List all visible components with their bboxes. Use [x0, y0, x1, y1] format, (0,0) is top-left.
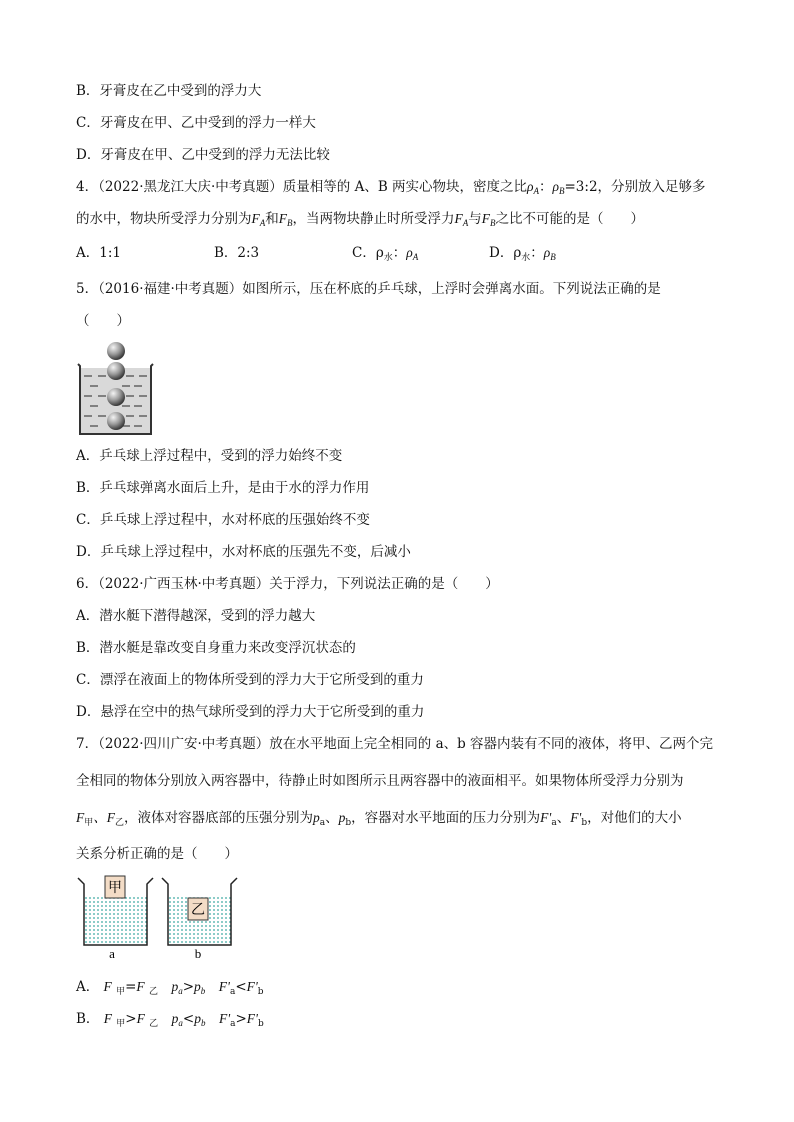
q6-stem: 6．（2022·广西玉林·中考真题）关于浮力，下列说法正确的是（ ） [76, 576, 499, 592]
ball-1 [107, 342, 125, 360]
q3-option-c: C．牙膏皮在甲、乙中受到的浮力一样大 [76, 115, 316, 131]
object-jia-label: 甲 [108, 880, 122, 896]
q6-option-b: B．潜水艇是靠改变自身重力来改变浮沉状态的 [76, 640, 356, 656]
q5-option-d: D．乒乓球上浮过程中，水对杯底的压强先不变，后减小 [76, 544, 411, 560]
q4-option-a: A．1:1 [76, 245, 121, 261]
q7-stem-line2: 全相同的物体分别放入两容器中，待静止时如图所示且两容器中的液面相平。如果物体所受浮力分别为 [76, 773, 684, 789]
q3-option-d: D．牙膏皮在甲、乙中受到的浮力无法比较 [76, 147, 330, 163]
q7-option-b: B． F $_甲$>F $_乙$ $p_a<p_b$ $F'_a>F'_b$ [76, 1011, 264, 1029]
liquid-a [84, 896, 147, 945]
q6-option-d: D．悬浮在空中的热气球所受到的浮力大于它所受到的重力 [76, 704, 425, 720]
q5-option-a: A．乒乓球上浮过程中，受到的浮力始终不变 [76, 448, 343, 464]
q4-option-c: C．$\rho_水$：$\rho_A$ [352, 245, 419, 263]
q4-stem-line2: 的水中，物块所受浮力分别为$F_A$和$F_B$，当两物块静止时所受浮力$F_A$与$F_B$之比不可能的是（ ） [76, 211, 644, 228]
q7-stem-line4: 关系分析正确的是（ ） [76, 846, 238, 862]
beaker-pingpong-figure [76, 340, 158, 438]
q6-option-c: C．漂浮在液面上的物体所受到的浮力大于它所受到的重力 [76, 672, 424, 688]
q3-option-b: B．牙膏皮在乙中受到的浮力大 [76, 83, 262, 99]
q6-option-a: A．潜水艇下潜得越深，受到的浮力越大 [76, 608, 316, 624]
q7-option-a: A． F $_甲$=F $_乙$ $p_a>p_b$ $F'_a<F'_b$ [76, 979, 264, 997]
q5-stem-line1: 5．（2016·福建·中考真题）如图所示，压在杯底的乒乓球，上浮时会弹离水面。下列说法正确的是 [76, 281, 661, 297]
containers-ab-figure [76, 872, 242, 964]
ball-3 [107, 388, 125, 406]
q4-options [76, 243, 716, 263]
object-yi-label: 乙 [191, 902, 205, 918]
q5-option-c: C．乒乓球上浮过程中，水对杯底的压强始终不变 [76, 512, 370, 528]
q5-stem-line2: （ ） [76, 313, 130, 329]
q5-option-b: B．乒乓球弹离水面后上升，是由于水的浮力作用 [76, 480, 370, 496]
container-a-label: a [109, 946, 115, 961]
q4-stem-line1: 4．（2022·黑龙江大庆·中考真题）质量相等的 A、B 两实心物块，密度之比$\rho_A$：$\rho_B=3:2$，分别放入足够多 [76, 179, 706, 196]
q4-option-d: D．$\rho_水$：$\rho_B$ [489, 245, 556, 263]
q7-stem-line3: $F_甲$、$F_乙$，液体对容器底部的压强分别为$p_a$、$p_b$，容器对水平地面的压力分别为$F'_a$、$F'_b$，对他们的大小 [76, 810, 682, 828]
ball-4 [107, 412, 125, 430]
q7-stem-line1: 7．（2022·四川广安·中考真题）放在水平地面上完全相同的 a、b 容器内装有不同的液体，将甲、乙两个完 [76, 736, 714, 752]
q4-option-b: B．2:3 [214, 245, 260, 261]
ball-2 [107, 362, 125, 380]
container-b-label: b [194, 946, 202, 961]
